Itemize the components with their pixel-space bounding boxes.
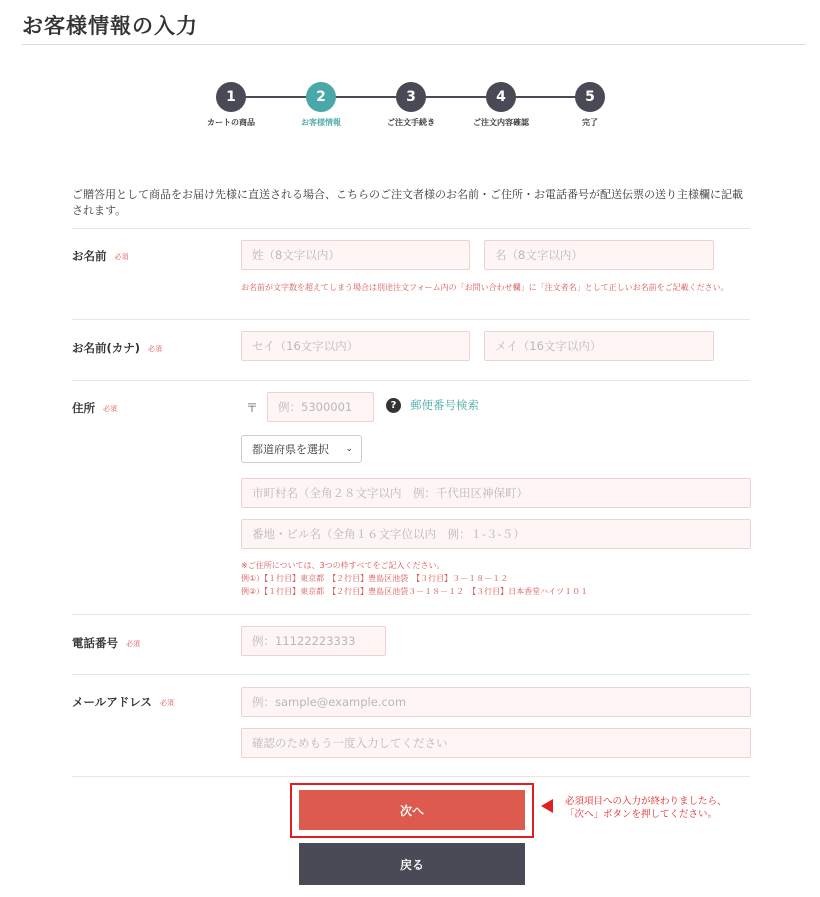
step-3-label: ご注文手続き — [387, 118, 435, 127]
address-label — [72, 400, 117, 416]
address-notes — [241, 559, 761, 598]
last-name-kana-input[interactable] — [241, 331, 470, 361]
required-badge: 必須 — [126, 639, 140, 648]
row-divider — [72, 319, 750, 320]
name-note: お名前が文字数を超えてしまう場合は別途注文フォーム内の「お問い合わせ欄」に「注文者名」として正しいお名前をご記載ください。 — [241, 283, 729, 292]
phone-label — [72, 635, 140, 651]
question-circle-icon[interactable]: ? — [386, 398, 401, 413]
postal-search-link[interactable]: 郵便番号検索 — [410, 398, 479, 412]
step-5-label: 完了 — [582, 118, 598, 127]
postal-mark-icon: 〒 — [246, 401, 259, 415]
chevron-down-icon: ⌄ — [345, 444, 353, 454]
next-button[interactable]: 次へ — [299, 790, 525, 830]
step-1-label: カートの商品 — [207, 118, 255, 127]
first-name-input[interactable] — [484, 240, 714, 270]
row-divider — [72, 776, 750, 777]
required-badge: 必須 — [114, 252, 129, 261]
step-2-label: お客様情報 — [301, 118, 341, 127]
name-label-text: お名前 — [72, 249, 107, 263]
pointer-arrow-icon — [541, 799, 553, 813]
row-divider — [72, 228, 750, 229]
row-divider — [72, 380, 750, 381]
address-note-line: 例②）【１行目】東京都 【２行目】豊島区池袋３－１８－１２ 【３行目】日本香堂ハイツ１０１ — [241, 587, 589, 596]
email-label — [72, 694, 174, 710]
required-badge: 必須 — [159, 698, 174, 707]
address-note-line: ※ご住所については、3つの枠すべてをご記入ください。 — [241, 561, 445, 570]
row-divider — [72, 614, 750, 615]
address-note-line: 例①）【１行目】東京都 【２行目】豊島区池袋 【３行目】３－１８－１２ — [241, 574, 509, 583]
address-label-text: 住所 — [72, 401, 95, 415]
intro-text: ご贈答用として商品をお届け先様に直送される場合、こちらのご注文者様のお名前・ご住所・お電話番号が配送伝票の送り主様欄に記載されます。 — [72, 188, 743, 217]
row-divider — [72, 674, 750, 675]
callout-line-2: 「次へ」ボタンを押してください。 — [565, 809, 718, 820]
required-badge: 必須 — [103, 404, 117, 413]
required-badge: 必須 — [148, 344, 163, 353]
progress-stepper — [0, 80, 820, 130]
title-divider — [22, 44, 806, 45]
postal-code-input[interactable] — [267, 392, 374, 422]
step-3-circle: 3 — [396, 82, 426, 112]
first-name-kana-input[interactable] — [484, 331, 714, 361]
step-2-circle: 2 — [306, 82, 336, 112]
email-label-text: メールアドレス — [72, 695, 152, 709]
step-5-circle: 5 — [575, 82, 605, 112]
last-name-input[interactable] — [241, 240, 470, 270]
city-input[interactable] — [241, 478, 751, 508]
callout-line-1: 必須項目への入力が終わりましたら、 — [565, 796, 727, 807]
back-button[interactable]: 戻る — [299, 843, 525, 885]
kana-label-text: お名前(カナ) — [72, 341, 141, 355]
email-input[interactable] — [241, 687, 751, 717]
street-input[interactable] — [241, 519, 751, 549]
prefecture-select[interactable] — [241, 435, 362, 463]
prefecture-selected-value: 都道府県を選択 — [252, 443, 329, 456]
step-1-circle: 1 — [216, 82, 246, 112]
step-4-label: ご注文内容確認 — [473, 118, 529, 127]
callout-text — [565, 795, 727, 821]
email-confirm-input[interactable] — [241, 728, 751, 758]
step-4-circle: 4 — [486, 82, 516, 112]
phone-input[interactable] — [241, 626, 386, 656]
page-title: お客様情報の入力 — [22, 14, 198, 38]
phone-label-text: 電話番号 — [72, 636, 118, 650]
name-label — [72, 248, 129, 264]
kana-label — [72, 340, 162, 356]
